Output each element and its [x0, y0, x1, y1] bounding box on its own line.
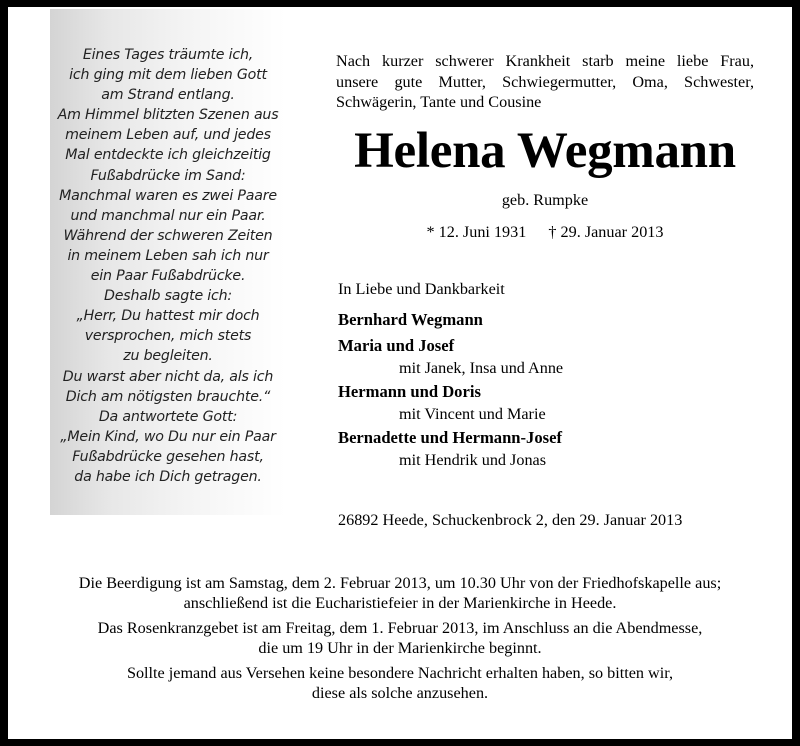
poem-line: Am Himmel blitzten Szenen aus — [57, 107, 279, 124]
deceased-name: Helena Wegmann — [354, 123, 736, 179]
family-group-names: Maria und Josef — [338, 336, 455, 355]
funeral-info — [8, 573, 792, 613]
family-group-children: mit Janek, Insa und Anne — [399, 359, 564, 377]
poem-line: ich ging mit dem lieben Gott — [69, 67, 267, 84]
poem-line: meinem Leben auf, und jedes — [65, 127, 271, 144]
intro-line-1: Nach kurzer schwerer Krankheit starb meine liebe Frau, — [336, 52, 754, 70]
rosary-info — [8, 618, 792, 658]
address-line: 26892 Heede, Schuckenbrock 2, den 29. Januar 2013 — [338, 511, 683, 529]
poem-line: Während der schweren Zeiten — [63, 227, 273, 244]
poem-line: Fußabdrücke im Sand: — [90, 167, 246, 184]
funeral-line-2: anschließend ist die Eucharistiefeier in der Marienkirche in Heede. — [183, 594, 617, 612]
poem-line: Da antwortete Gott: — [98, 408, 238, 425]
mourners-list — [338, 279, 758, 472]
poem-line: da habe ich Dich getragen. — [74, 468, 262, 485]
poem-line: Fußabdrücke gesehen hast, — [72, 448, 264, 465]
funeral-details — [8, 573, 792, 708]
poem-line: „Mein Kind, wo Du nur ein Paar — [60, 428, 276, 445]
birth-date: * 12. Juni 1931 — [426, 223, 527, 241]
poem-line: versprochen, mich stets — [84, 328, 252, 345]
funeral-line-1: Die Beerdigung ist am Samstag, dem 2. Februar 2013, um 10.30 Uhr von der Friedhofskapelle aus; — [78, 574, 722, 592]
poem-line: Deshalb sagte ich: — [104, 288, 232, 305]
obituary-page — [8, 7, 792, 739]
poem-line: „Herr, Du hattest mir doch — [76, 308, 260, 325]
poem — [50, 45, 286, 487]
family-group-children: mit Vincent und Marie — [399, 405, 546, 423]
poem-line: Manchmal waren es zwei Paare — [59, 187, 277, 204]
husband-name: Bernhard Wegmann — [338, 310, 483, 329]
intro-line-2: unsere gute Mutter, Schwiegermutter, Oma, Schwester, — [336, 72, 754, 91]
rosary-line-1: Das Rosenkranzgebet ist am Freitag, dem 1. Februar 2013, im Anschluss an die Abendmesse, — [97, 619, 703, 637]
rosary-line-2: die um 19 Uhr in der Marienkirche beginnt. — [258, 639, 542, 657]
poem-line: Eines Tages träumte ich, — [82, 47, 254, 63]
life-dates — [336, 223, 754, 242]
notice-line-1: Sollte jemand aus Versehen keine besondere Nachricht erhalten haben, so bitten wir, — [126, 664, 674, 682]
poem-line: ein Paar Fußabdrücke. — [90, 268, 246, 285]
notice-info — [8, 663, 792, 703]
intro-text — [336, 51, 754, 113]
dedication: In Liebe und Dankbarkeit — [338, 280, 505, 298]
poem-line: am Strand entlang. — [101, 87, 235, 104]
maiden-name: geb. Rumpke — [501, 191, 589, 209]
poem-line: zu begleiten. — [123, 348, 213, 365]
family-group-names: Bernadette und Hermann-Josef — [338, 428, 562, 447]
death-date: † 29. Januar 2013 — [548, 223, 664, 241]
poem-line: Dich am nötigsten brauchte.“ — [65, 388, 271, 405]
poem-line: Du warst aber nicht da, als ich — [62, 368, 274, 385]
intro-line-3: Schwägerin, Tante und Cousine — [336, 93, 542, 111]
family-group-children: mit Hendrik und Jonas — [399, 451, 547, 469]
poem-line: Mal entdeckte ich gleichzeitig — [65, 147, 271, 164]
poem-line: und manchmal nur ein Paar. — [70, 207, 266, 224]
poem-line: in meinem Leben sah ich nur — [67, 247, 269, 264]
notice-line-2: diese als solche anzusehen. — [311, 684, 489, 702]
family-group-names: Hermann und Doris — [338, 382, 481, 401]
